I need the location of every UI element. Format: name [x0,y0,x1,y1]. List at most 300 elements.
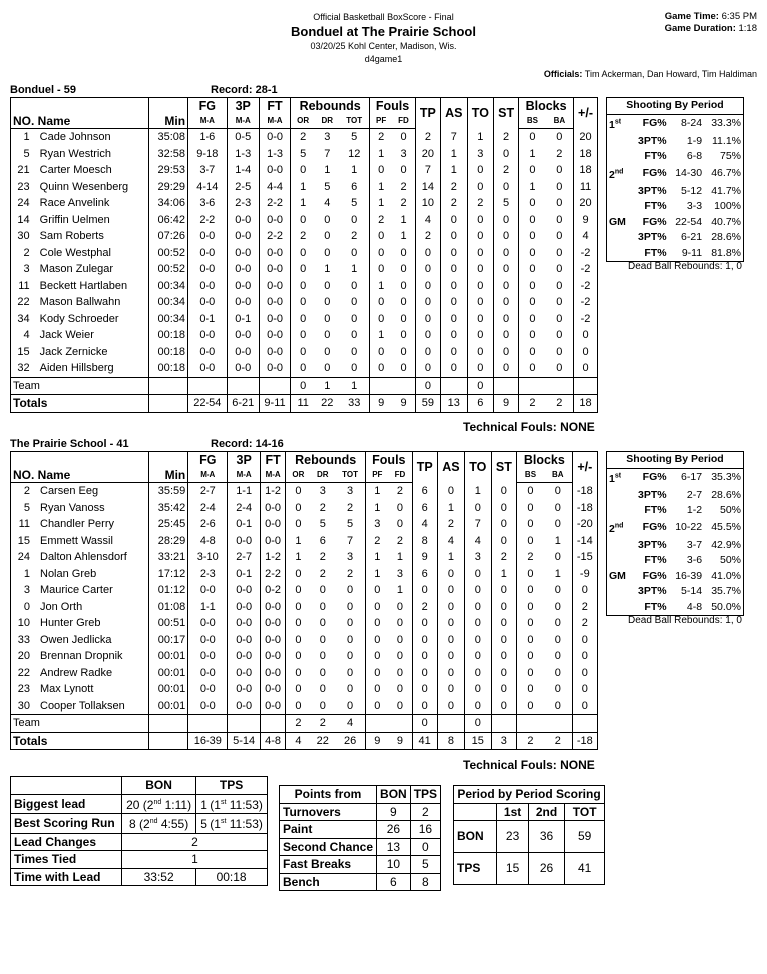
player-stat: 0 [347,650,354,662]
player-stat: 0 [572,698,597,715]
player-stat: 0 [347,666,354,679]
player-stat: 0 [491,665,516,682]
player-stat: 0 [366,681,389,698]
player-stat: 0 [574,344,598,361]
col-header-fg-ma: M-A [188,468,228,483]
value-time: 11:53) [229,817,263,831]
player-stat: 2-7 [228,549,261,566]
player-stat: 1-1 [228,483,261,500]
shooting-period [607,184,632,200]
period-team: TPS [454,853,497,885]
player-stat: 0-0 [188,665,228,682]
shooting-stat-label: FG% [642,569,667,582]
player-stat: 0 [396,650,404,662]
player-stat: 3-10 [188,549,228,566]
player-stat: 0 [467,311,493,328]
player-stat: 0 [396,666,404,679]
player-stat: 0 [556,263,563,275]
period-number: 2nd [609,168,624,181]
player-number: 2 [11,483,39,500]
player-stat: 1 [440,146,467,163]
player-stat: 0 [286,516,311,533]
player-stat: 1 [370,179,393,196]
player-stat: 0-0 [260,698,285,715]
player-stat: 28:29 [148,533,187,550]
player-stat: 0 [494,327,519,344]
value-text: 8 (2 [129,817,150,831]
shooting-made-attempted: 6-21 [681,231,703,243]
shooting-stat-label: FG% [642,117,667,130]
period-score: 41 [565,853,605,885]
player-stat: 0 [347,633,354,646]
player-stat: 2 [440,195,467,212]
player-stat: 2-5 [227,179,259,196]
shooting-row [607,134,744,150]
player-stat: 0-0 [188,294,228,311]
player-stat: 0 [319,683,326,695]
total-stat: 15 [464,732,491,750]
header-row [11,452,598,469]
col-header-pm: +/- [572,452,597,483]
col-header-fg-ma: M-A [188,114,228,129]
shooting-made-attempted: 5-14 [681,585,703,597]
player-stat: 0 [415,327,440,344]
player-stat: 2 [370,129,393,146]
player-stat: 1 [519,179,546,196]
player-stat: 0 [415,278,440,295]
player-stat: 0 [437,698,464,715]
player-name: Kody Schroeder [39,312,119,325]
player-stat: 0 [556,279,563,292]
player-stat: 5 [351,197,358,209]
player-stat: 0 [400,312,407,325]
player-stat: 17:12 [148,566,187,583]
player-stat: 0 [319,633,326,646]
col-header-tot: TOT [335,468,366,483]
player-stat: 4 [574,228,598,245]
team1-technical-fouls: Technical Fouls: NONE [463,420,595,434]
player-row [11,360,598,377]
player-stat: 35:59 [148,483,187,500]
player-name: Hunter Greb [40,617,101,629]
team-row-label: Team [11,715,149,733]
team-stat [148,715,187,733]
points-label: Fast Breaks [280,856,377,874]
total-stat: 41 [412,732,437,750]
total-stat [148,732,187,750]
player-stat: 9 [412,549,437,566]
player-stat: 0 [291,311,316,328]
player-stat: 2 [572,599,597,616]
team-stat: 0 [291,377,316,395]
period-score: 15 [497,853,528,885]
player-stat: 0 [437,681,464,698]
player-stat: 1-2 [260,483,285,500]
shooting-pct: 46.7% [711,167,741,180]
player-stat: 0 [494,311,519,328]
shooting-row [607,149,744,165]
shooting-pct: 28.6% [711,488,741,501]
player-stat: 0 [554,584,561,596]
col-header-fd: FD [388,468,412,483]
player-stat: 0-0 [228,533,261,550]
player-stat: -9 [572,566,597,583]
player-name: Carsen Eeg [40,485,99,497]
player-stat: 2-2 [188,212,228,229]
col-header-3p-ma: M-A [227,114,259,129]
total-stat: 2 [519,395,546,413]
team-stat [546,377,574,395]
player-stat: 0 [415,311,440,328]
player-stat: 1 [396,551,404,563]
player-stat: 0 [440,344,467,361]
game-time-label: Game Time: [664,11,719,22]
player-stat: 0 [467,294,493,311]
player-stat: 0 [464,599,491,616]
player-stat: 2 [556,147,563,160]
player-stat: 7 [415,162,440,179]
player-stat: 0 [554,650,561,662]
player-stat: 1 [437,500,464,517]
period-row [454,853,605,885]
player-stat: 0-0 [259,278,290,295]
player-stat: 1 [464,483,491,500]
player-row [11,665,598,682]
player-stat: 0 [319,699,326,712]
player-stat: 0 [519,327,546,344]
points-label: Bench [280,873,377,891]
shooting-period [607,149,632,165]
player-stat: 0-0 [228,698,261,715]
player-stat: 0 [464,566,491,583]
player-stat: 0-0 [227,294,259,311]
total-stat: 4 [286,732,311,750]
player-name: Cooper Tollaksen [40,699,125,712]
points-bon: 26 [377,821,411,839]
player-stat: 0 [491,483,516,500]
points-bon: 6 [377,873,411,891]
col-header-ba: BA [544,468,572,483]
totals-row [11,732,598,750]
player-stat: 7 [440,129,467,146]
shooting-stat-label: FG% [642,215,667,228]
player-number: 20 [11,648,39,665]
shooting-row [607,184,744,200]
player-stat: 0 [517,500,544,517]
player-name: Cade Johnson [39,131,111,143]
player-stat: 0 [366,698,389,715]
player-stat: 0 [556,131,563,143]
player-stat: 0 [440,278,467,295]
points-label: Turnovers [280,803,377,821]
shooting-pct: 28.6% [711,231,741,243]
player-stat: 0 [415,245,440,262]
team-stat [574,377,598,395]
shooting-made-attempted: 5-12 [681,184,703,197]
summary-label: Best Scoring Run [11,814,122,834]
player-stat: 1 [440,162,467,179]
col-header-as: AS [440,98,467,129]
player-stat: 0 [554,485,561,497]
points-row [280,821,441,839]
player-stat: 0 [517,533,544,550]
player-stat: 0 [351,345,358,358]
value-text: 1 (1 [200,797,221,812]
player-stat: 0 [412,665,437,682]
shooting-period [607,199,632,215]
player-stat: 12 [348,147,361,160]
total-stat: 4-8 [260,732,285,750]
player-stat: 0 [556,164,563,176]
col-header-min: Min [148,468,187,483]
shooting-stat-label: FT% [644,200,667,212]
period-title-row [454,786,605,804]
shooting-made-attempted: 4-8 [686,600,703,613]
shooting-stat-label: 3PT% [638,184,667,197]
player-name: Cole Westphal [39,246,111,259]
col-header-tp: TP [415,98,440,129]
player-stat: 0-0 [259,129,290,146]
player-stat: 0 [324,345,331,358]
player-stat: 29:53 [149,162,188,179]
player-stat: 0 [572,632,597,649]
player-stat: 1 [519,146,546,163]
player-stat: 0 [437,582,464,599]
col-header-ft-ma: M-A [260,468,285,483]
player-number: 2 [11,245,38,262]
player-stat: 0 [366,648,389,665]
officials-value: Tim Ackerman, Dan Howard, Tim Haldiman [584,69,757,79]
player-stat: 0-0 [259,360,290,377]
player-stat: 0 [491,648,516,665]
player-stat: 00:51 [148,615,187,632]
player-row [11,344,598,361]
points-title: Points from [280,786,377,804]
summary-bon-value: 33:52 [122,868,196,886]
player-stat: 0 [370,162,393,179]
total-stat [149,395,188,413]
team-stat [260,715,285,733]
player-name: Jack Zernicke [39,345,108,358]
player-stat: 0-0 [228,681,261,698]
player-stat: 0 [412,582,437,599]
player-stat: 0 [396,633,404,646]
total-stat: -18 [572,732,597,750]
player-stat: 6 [412,483,437,500]
player-stat: 0-0 [260,615,285,632]
player-stat: 0 [415,344,440,361]
player-stat: 0 [291,360,316,377]
player-number: 30 [11,228,38,245]
player-stat: 0-0 [227,261,259,278]
summary-tps-value [196,814,268,834]
player-stat: 0 [412,698,437,715]
team-stat [491,715,516,733]
player-stat: 8 [412,533,437,550]
player-stat: 00:18 [149,360,188,377]
player-stat: 0-0 [188,632,228,649]
player-stat: 00:34 [149,294,188,311]
player-stat: 0 [519,261,546,278]
shooting-pct: 50.0% [711,600,741,613]
team-stat [149,377,188,395]
value-time: 4:55) [160,817,189,831]
player-stat: 1 [366,500,389,517]
player-stat: 0 [517,516,544,533]
player-stat: 0 [400,131,407,143]
player-stat: 20 [574,129,598,146]
team-stat [259,377,290,395]
player-number: 5 [11,146,38,163]
player-name: Mason Zulegar [39,263,114,275]
player-stat: 0 [491,582,516,599]
player-name: Brennan Dropnik [40,650,123,662]
player-stat: 3 [324,131,331,143]
player-row [11,533,598,550]
period-score: 59 [565,821,605,853]
player-stat: 1 [491,566,516,583]
header-row [11,98,598,115]
totals-row [11,395,598,413]
player-stat: 0 [519,311,546,328]
player-stat: 0 [415,261,440,278]
player-stat: 0 [519,195,546,212]
player-stat: 3 [400,147,407,160]
player-stat: 0 [556,246,563,259]
points-from-table [279,785,441,891]
player-stat: 7 [347,534,354,547]
player-stat: 0-0 [260,533,285,550]
player-number: 21 [11,162,38,179]
player-stat: 3 [319,485,326,497]
player-stat: 0 [347,683,354,695]
player-stat: 0 [556,197,563,209]
player-stat: 0-0 [228,648,261,665]
player-stat: 0 [286,582,311,599]
player-stat: 0 [556,296,563,308]
player-stat: 0 [556,345,563,358]
player-name: Mason Ballwahn [39,296,121,308]
total-stat: 9 [370,395,393,413]
player-stat: 00:34 [149,278,188,295]
player-stat: 0 [415,294,440,311]
player-row [11,582,598,599]
player-stat: 0 [467,212,493,229]
player-stat: 0 [412,632,437,649]
shooting-stat-label: FG% [642,521,667,534]
team-stat [227,377,259,395]
shooting-title: Shooting By Period [607,452,744,469]
shooting-made-attempted: 16-39 [675,569,703,582]
shooting-row [607,114,744,134]
player-stat: 0 [554,699,561,712]
player-number: 15 [11,344,38,361]
player-stat: 00:18 [149,327,188,344]
col-header-rebounds: Rebounds [286,452,366,469]
player-stat: 1 [286,533,311,550]
player-row [11,146,598,163]
player-stat: 0-0 [259,294,290,311]
player-stat: 1 [554,567,561,580]
team-stat [366,715,389,733]
shooting-row [607,488,744,504]
summary-bon-value [122,794,196,814]
player-stat: 1 [396,584,404,596]
team-stat: 2 [286,715,311,733]
player-name: Beckett Hartlaben [39,279,128,292]
player-stat: 0 [574,327,598,344]
period-row [454,821,605,853]
shooting-row [607,246,744,262]
ordinal-suffix: st [614,472,622,480]
player-stat: 0 [491,615,516,632]
player-row [11,632,598,649]
player-number: 11 [11,516,39,533]
player-stat: 1 [351,263,358,275]
player-stat: 35:42 [148,500,187,517]
shooting-stat-label: 3PT% [638,538,667,551]
player-stat: 0 [351,279,358,292]
player-stat: 1-2 [260,549,285,566]
player-stat: 0 [494,146,519,163]
shooting-stat-label: 3PT% [638,488,667,501]
shooting-made-attempted: 3-6 [686,554,703,566]
game-duration [665,23,757,34]
ordinal-suffix: st [614,118,622,126]
player-row [11,162,598,179]
player-stat: 2 [415,129,440,146]
player-stat: 0 [491,632,516,649]
player-stat: 0 [572,665,597,682]
player-row [11,681,598,698]
period-scoring-table [453,785,605,885]
player-stat: 0-0 [228,599,261,616]
team-stat: 0 [464,715,491,733]
shooting-row [607,584,744,600]
player-row [11,195,598,212]
col-header [11,452,149,469]
player-stat: 0 [396,617,404,629]
team-stat [519,377,546,395]
points-col-tps: TPS [410,786,440,804]
points-tps: 0 [410,838,440,856]
player-stat: 0-0 [227,245,259,262]
team1-boxscore [10,97,598,413]
player-stat: 0 [554,600,561,613]
player-stat: 0 [347,584,354,596]
player-stat: -2 [574,261,598,278]
player-stat: 0 [519,162,546,179]
period-score: 36 [528,821,565,853]
player-stat: -15 [572,549,597,566]
player-stat: 0 [494,360,519,377]
player-stat: 0-0 [259,327,290,344]
period-number: 1st [609,472,622,485]
player-stat: 0 [366,582,389,599]
player-row [11,516,598,533]
player-number: 15 [11,533,39,550]
player-name: Jon Orth [40,600,83,613]
player-stat: 5 [324,180,331,193]
player-stat: 0-1 [228,516,261,533]
player-stat: 0 [517,632,544,649]
player-row [11,311,598,328]
player-stat: 2 [400,180,407,193]
player-stat: 0 [467,344,493,361]
player-name: Emmett Wassil [40,534,113,547]
shooting-made-attempted: 1-2 [686,504,703,516]
player-stat: 0 [291,344,316,361]
